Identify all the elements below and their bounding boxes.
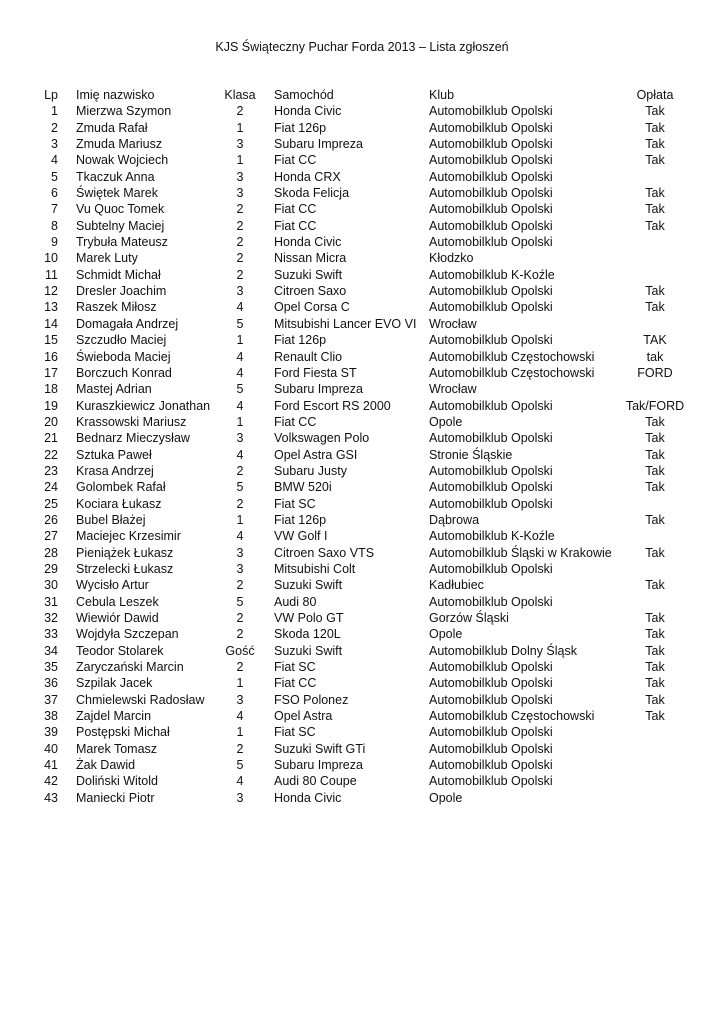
cell-klasa: 4: [236, 398, 244, 413]
cell-lp: 37: [44, 692, 58, 707]
cell-name: Sztuka Paweł: [76, 447, 152, 462]
table-row: [0, 594, 724, 610]
cell-name: Pieniążek Łukasz: [76, 545, 174, 560]
cell-name: Cebula Leszek: [76, 594, 159, 609]
cell-fee: Tak: [645, 480, 665, 495]
cell-lp: 26: [44, 512, 58, 527]
cell-club: Automobilklub Opolski: [429, 235, 553, 250]
cell-car: Fiat 126p: [274, 120, 327, 135]
table-body: [0, 103, 724, 806]
cell-lp: 5: [51, 169, 58, 184]
cell-car: Skoda 120L: [274, 627, 341, 642]
cell-klasa: 2: [236, 463, 244, 478]
cell-car: Fiat SC: [274, 496, 316, 511]
cell-car: Subaru Impreza: [274, 758, 363, 773]
cell-car: Suzuki Swift GTi: [274, 741, 366, 756]
table-row: [0, 169, 724, 185]
cell-lp: 42: [44, 774, 58, 789]
cell-fee: Tak: [645, 692, 665, 707]
table-row: [0, 218, 724, 234]
header-club: Klub: [429, 88, 455, 102]
cell-club: Automobilklub Opolski: [429, 480, 553, 495]
table-row: [0, 332, 724, 348]
cell-car: Citroen Saxo VTS: [274, 545, 375, 560]
cell-club: Automobilklub Częstochowski: [429, 709, 595, 724]
cell-lp: 10: [44, 251, 58, 266]
cell-klasa: 2: [236, 202, 244, 217]
cell-club: Automobilklub K-Koźle: [429, 267, 555, 282]
cell-club: Wrocław: [429, 316, 477, 331]
cell-club: Kłodzko: [429, 251, 474, 266]
cell-car: Fiat 126p: [274, 333, 327, 348]
cell-lp: 11: [45, 267, 58, 282]
table-row: [0, 692, 724, 708]
cell-car: Subaru Impreza: [274, 137, 363, 152]
cell-club: Automobilklub Opolski: [429, 431, 553, 446]
table-row: [0, 267, 724, 283]
cell-car: Suzuki Swift: [274, 578, 343, 593]
cell-lp: 24: [44, 480, 58, 495]
table-row: [0, 496, 724, 512]
cell-fee: Tak: [645, 512, 665, 527]
cell-car: Mitsubishi Colt: [274, 561, 356, 576]
cell-club: Automobilklub Opolski: [429, 169, 553, 184]
cell-car: Honda Civic: [274, 104, 342, 119]
cell-car: Opel Astra: [274, 709, 333, 724]
cell-klasa: 3: [236, 169, 244, 184]
table-row: [0, 316, 724, 332]
cell-name: Żak Dawid: [76, 758, 136, 773]
cell-lp: 33: [44, 627, 58, 642]
table-row: [0, 790, 724, 806]
cell-name: Postępski Michał: [76, 725, 170, 740]
table-row: [0, 283, 724, 299]
cell-car: Citroen Saxo: [274, 284, 347, 299]
cell-car: Fiat 126p: [274, 512, 327, 527]
cell-klasa: 4: [236, 447, 244, 462]
table-row: [0, 757, 724, 773]
cell-fee: Tak: [645, 627, 665, 642]
table-row: [0, 512, 724, 528]
document-title: KJS Świąteczny Puchar Forda 2013 – Lista zgłoszeń: [215, 40, 509, 54]
cell-name: Domagała Andrzej: [76, 316, 179, 331]
cell-lp: 36: [44, 676, 58, 691]
table-row: [0, 577, 724, 593]
cell-club: Automobilklub Częstochowski: [429, 365, 595, 380]
cell-name: Bubel Błażej: [76, 512, 146, 527]
table-row: [0, 250, 724, 266]
cell-lp: 18: [44, 382, 58, 397]
cell-name: Nowak Wojciech: [76, 153, 169, 168]
cell-name: Świeboda Maciej: [76, 349, 171, 364]
cell-name: Wycisło Artur: [76, 578, 149, 593]
cell-car: Audi 80: [274, 594, 317, 609]
cell-name: Tkaczuk Anna: [76, 169, 155, 184]
cell-fee: Tak: [645, 578, 665, 593]
cell-name: Doliński Witold: [76, 774, 158, 789]
table-row: [0, 430, 724, 446]
header-name: Imię nazwisko: [76, 88, 155, 102]
cell-club: Automobilklub Opolski: [429, 594, 553, 609]
table-row: [0, 463, 724, 479]
cell-klasa: 4: [236, 349, 244, 364]
cell-name: Subtelny Maciej: [76, 218, 165, 233]
table-row: [0, 561, 724, 577]
cell-lp: 23: [44, 463, 58, 478]
cell-klasa: 5: [236, 758, 244, 773]
cell-name: Mastej Adrian: [76, 382, 152, 397]
cell-fee: Tak: [645, 611, 665, 625]
cell-club: Dąbrowa: [429, 512, 480, 527]
cell-klasa: 4: [236, 300, 244, 315]
table-row: [0, 545, 724, 561]
cell-klasa: 5: [236, 480, 244, 495]
cell-name: Wojdyła Szczepan: [76, 627, 179, 642]
cell-name: Zmuda Mariusz: [76, 137, 163, 152]
cell-club: Automobilklub Opolski: [429, 741, 553, 756]
cell-lp: 32: [44, 611, 58, 625]
cell-lp: 16: [44, 349, 58, 364]
cell-club: Automobilklub Opolski: [429, 104, 553, 119]
cell-fee: Tak: [645, 202, 665, 217]
cell-club: Automobilklub Opolski: [429, 186, 553, 201]
cell-fee: Tak: [645, 676, 665, 691]
cell-fee: Tak/FORD: [625, 398, 685, 413]
cell-name: Kociara Łukasz: [76, 496, 162, 511]
cell-lp: 25: [44, 496, 58, 511]
cell-fee: Tak: [645, 709, 665, 724]
cell-klasa: 2: [236, 218, 244, 233]
table-row: [0, 626, 724, 642]
table-row: [0, 136, 724, 152]
cell-club: Automobilklub Opolski: [429, 676, 553, 691]
cell-fee: Tak: [645, 300, 665, 315]
cell-fee: Tak: [645, 218, 665, 233]
table-row: [0, 398, 724, 414]
cell-fee: Tak: [645, 414, 665, 429]
table-row: [0, 708, 724, 724]
cell-lp: 31: [44, 594, 58, 609]
cell-klasa: 3: [236, 692, 244, 707]
cell-club: Automobilklub Opolski: [429, 774, 553, 789]
table-row: [0, 724, 724, 740]
cell-lp: 38: [44, 709, 58, 724]
cell-car: BMW 520i: [274, 480, 332, 495]
cell-name: Maciejec Krzesimir: [76, 529, 181, 544]
cell-klasa: 3: [236, 545, 244, 560]
table-row: [0, 185, 724, 201]
cell-club: Automobilklub Opolski: [429, 137, 553, 152]
table-row: [0, 479, 724, 495]
cell-fee: Tak: [645, 120, 665, 135]
cell-klasa: 3: [236, 284, 244, 299]
table-row: [0, 414, 724, 430]
cell-car: Honda CRX: [274, 169, 341, 184]
cell-name: Świętek Marek: [76, 186, 158, 201]
cell-klasa: 3: [236, 790, 244, 805]
cell-klasa: 1: [236, 676, 244, 691]
cell-klasa: 4: [236, 365, 244, 380]
cell-lp: 28: [44, 545, 58, 560]
cell-name: Dresler Joachim: [76, 284, 167, 299]
cell-club: Stronie Śląskie: [429, 447, 513, 462]
cell-klasa: 2: [236, 235, 244, 250]
table-row: [0, 201, 724, 217]
cell-name: Chmielewski Radosław: [76, 692, 205, 707]
cell-club: Gorzów Śląski: [429, 611, 509, 625]
cell-name: Strzelecki Łukasz: [76, 561, 174, 576]
cell-lp: 21: [44, 431, 58, 446]
cell-fee: Tak: [645, 137, 665, 152]
cell-lp: 14: [44, 316, 58, 331]
cell-klasa: 2: [236, 660, 244, 675]
cell-name: Bednarz Mieczysław: [76, 431, 190, 446]
cell-name: Zmuda Rafał: [76, 120, 148, 135]
cell-club: Automobilklub Opolski: [429, 300, 553, 315]
cell-lp: 12: [44, 284, 58, 299]
cell-fee: Tak: [645, 284, 665, 299]
cell-car: Nissan Micra: [274, 251, 347, 266]
cell-name: Maniecki Piotr: [76, 790, 155, 805]
cell-lp: 30: [44, 578, 58, 593]
cell-lp: 34: [44, 643, 58, 658]
cell-lp: 19: [44, 398, 58, 413]
cell-klasa: 1: [236, 120, 244, 135]
header-klasa: Klasa: [224, 88, 256, 102]
table-row: [0, 447, 724, 463]
cell-lp: 1: [51, 104, 58, 119]
cell-lp: 20: [44, 414, 58, 429]
cell-club: Automobilklub Częstochowski: [429, 349, 595, 364]
cell-klasa: 2: [236, 104, 244, 119]
cell-car: Subaru Justy: [274, 463, 347, 478]
cell-name: Wiewiór Dawid: [76, 611, 159, 625]
cell-club: Automobilklub K-Koźle: [429, 529, 555, 544]
cell-klasa: 5: [236, 382, 244, 397]
cell-lp: 41: [44, 758, 58, 773]
cell-club: Automobilklub Opolski: [429, 398, 553, 413]
table-row: [0, 643, 724, 659]
cell-lp: 7: [51, 202, 58, 217]
table-row: [0, 610, 724, 626]
cell-name: Krassowski Mariusz: [76, 414, 187, 429]
cell-name: Mierzwa Szymon: [76, 104, 172, 119]
cell-car: Fiat CC: [274, 153, 317, 168]
cell-lp: 6: [51, 186, 58, 201]
cell-club: Automobilklub Opolski: [429, 692, 553, 707]
cell-club: Wrocław: [429, 382, 477, 397]
cell-club: Automobilklub Opolski: [429, 218, 553, 233]
table-row: [0, 659, 724, 675]
table-row: [0, 234, 724, 250]
cell-car: Subaru Impreza: [274, 382, 363, 397]
cell-name: Marek Luty: [76, 251, 138, 266]
cell-klasa: 4: [236, 529, 244, 544]
cell-fee: Tak: [645, 104, 665, 119]
cell-name: Zaryczański Marcin: [76, 660, 184, 675]
cell-car: Fiat CC: [274, 218, 317, 233]
cell-klasa: Gość: [225, 643, 255, 658]
header-fee: Opłata: [636, 88, 674, 102]
cell-klasa: 2: [236, 578, 244, 593]
cell-lp: 17: [44, 365, 58, 380]
cell-club: Automobilklub Śląski w Krakowie: [429, 545, 612, 560]
cell-name: Kuraszkiewicz Jonathan: [76, 398, 211, 413]
cell-klasa: 1: [236, 414, 244, 429]
cell-club: Automobilklub Opolski: [429, 202, 553, 217]
table-header-row: [0, 87, 724, 103]
cell-car: VW Golf I: [274, 529, 328, 544]
cell-name: Borczuch Konrad: [76, 365, 172, 380]
cell-fee: Tak: [645, 186, 665, 201]
cell-club: Automobilklub Dolny Śląsk: [429, 643, 577, 658]
cell-car: Ford Escort RS 2000: [274, 398, 391, 413]
cell-lp: 4: [51, 153, 58, 168]
cell-lp: 22: [44, 447, 58, 462]
cell-car: Renault Clio: [274, 349, 343, 364]
cell-klasa: 1: [236, 725, 244, 740]
cell-fee: Tak: [645, 643, 665, 658]
cell-lp: 35: [44, 660, 58, 675]
cell-club: Opole: [429, 790, 463, 805]
cell-lp: 39: [44, 725, 58, 740]
cell-fee: Tak: [645, 447, 665, 462]
table-row: [0, 528, 724, 544]
cell-klasa: 4: [236, 774, 244, 789]
cell-club: Automobilklub Opolski: [429, 660, 553, 675]
cell-klasa: 2: [236, 627, 244, 642]
cell-name: Trybuła Mateusz: [76, 235, 168, 250]
table-row: [0, 365, 724, 381]
cell-lp: 8: [51, 218, 58, 233]
cell-klasa: 5: [236, 594, 244, 609]
cell-name: Zajdel Marcin: [76, 709, 152, 724]
cell-klasa: 2: [236, 267, 244, 282]
cell-name: Vu Quoc Tomek: [76, 202, 165, 217]
header-car: Samochód: [274, 88, 334, 102]
cell-car: Suzuki Swift: [274, 643, 343, 658]
cell-car: Honda Civic: [274, 235, 342, 250]
cell-klasa: 3: [236, 186, 244, 201]
table-row: [0, 152, 724, 168]
table-row: [0, 741, 724, 757]
cell-car: Opel Astra GSI: [274, 447, 358, 462]
cell-name: Raszek Miłosz: [76, 300, 157, 315]
cell-car: Skoda Felicja: [274, 186, 350, 201]
cell-car: Audi 80 Coupe: [274, 774, 357, 789]
cell-car: VW Polo GT: [274, 611, 344, 625]
cell-car: Fiat CC: [274, 202, 317, 217]
cell-lp: 27: [44, 529, 58, 544]
cell-car: Fiat CC: [274, 676, 317, 691]
header-lp: Lp: [44, 88, 58, 102]
cell-klasa: 1: [236, 333, 244, 348]
cell-name: Szpilak Jacek: [76, 676, 153, 691]
entries-table: [0, 87, 724, 806]
cell-fee: FORD: [637, 365, 673, 380]
cell-name: Szczudło Maciej: [76, 333, 167, 348]
cell-lp: 2: [51, 120, 58, 135]
cell-klasa: 2: [236, 741, 244, 756]
cell-club: Automobilklub Opolski: [429, 725, 553, 740]
cell-fee: Tak: [645, 153, 665, 168]
cell-club: Opole: [429, 414, 463, 429]
table-row: [0, 381, 724, 397]
cell-car: FSO Polonez: [274, 692, 349, 707]
cell-klasa: 3: [236, 137, 244, 152]
cell-klasa: 2: [236, 251, 244, 266]
cell-fee: Tak: [645, 431, 665, 446]
cell-fee: Tak: [645, 545, 665, 560]
cell-club: Opole: [429, 627, 463, 642]
cell-car: Suzuki Swift: [274, 267, 343, 282]
cell-lp: 3: [51, 137, 58, 152]
cell-fee: tak: [646, 349, 664, 364]
cell-name: Schmidt Michał: [76, 267, 161, 282]
cell-car: Honda Civic: [274, 790, 342, 805]
cell-fee: Tak: [645, 463, 665, 478]
cell-klasa: 2: [236, 611, 244, 625]
cell-klasa: 1: [236, 512, 244, 527]
cell-name: Marek Tomasz: [76, 741, 158, 756]
cell-car: Volkswagen Polo: [274, 431, 370, 446]
cell-club: Automobilklub Opolski: [429, 333, 553, 348]
cell-club: Automobilklub Opolski: [429, 758, 553, 773]
cell-club: Automobilklub Opolski: [429, 284, 553, 299]
cell-klasa: 3: [236, 431, 244, 446]
cell-club: Automobilklub Opolski: [429, 496, 553, 511]
cell-klasa: 4: [236, 709, 244, 724]
cell-lp: 9: [51, 235, 58, 250]
cell-lp: 15: [44, 333, 58, 348]
table-row: [0, 120, 724, 136]
cell-car: Fiat SC: [274, 725, 316, 740]
table-row: [0, 299, 724, 315]
cell-lp: 29: [44, 561, 58, 576]
cell-fee: Tak: [645, 660, 665, 675]
cell-name: Teodor Stolarek: [76, 643, 164, 658]
cell-lp: 13: [44, 300, 58, 315]
cell-klasa: 1: [236, 153, 244, 168]
cell-car: Fiat SC: [274, 660, 316, 675]
cell-fee: TAK: [643, 333, 667, 348]
table-row: [0, 675, 724, 691]
cell-car: Ford Fiesta ST: [274, 365, 357, 380]
table-row: [0, 349, 724, 365]
cell-name: Golombek Rafał: [76, 480, 166, 495]
cell-club: Automobilklub Opolski: [429, 153, 553, 168]
table-row: [0, 103, 724, 119]
cell-car: Mitsubishi Lancer EVO VI: [274, 316, 417, 331]
cell-club: Automobilklub Opolski: [429, 463, 553, 478]
cell-klasa: 5: [236, 316, 244, 331]
cell-name: Krasa Andrzej: [76, 463, 154, 478]
cell-club: Automobilklub Opolski: [429, 120, 553, 135]
cell-lp: 43: [44, 790, 58, 805]
cell-lp: 40: [44, 741, 58, 756]
cell-club: Kadłubiec: [429, 578, 484, 593]
cell-klasa: 3: [236, 561, 244, 576]
table-row: [0, 773, 724, 789]
cell-club: Automobilklub Opolski: [429, 561, 553, 576]
cell-klasa: 2: [236, 496, 244, 511]
cell-car: Opel Corsa C: [274, 300, 350, 315]
cell-car: Fiat CC: [274, 414, 317, 429]
